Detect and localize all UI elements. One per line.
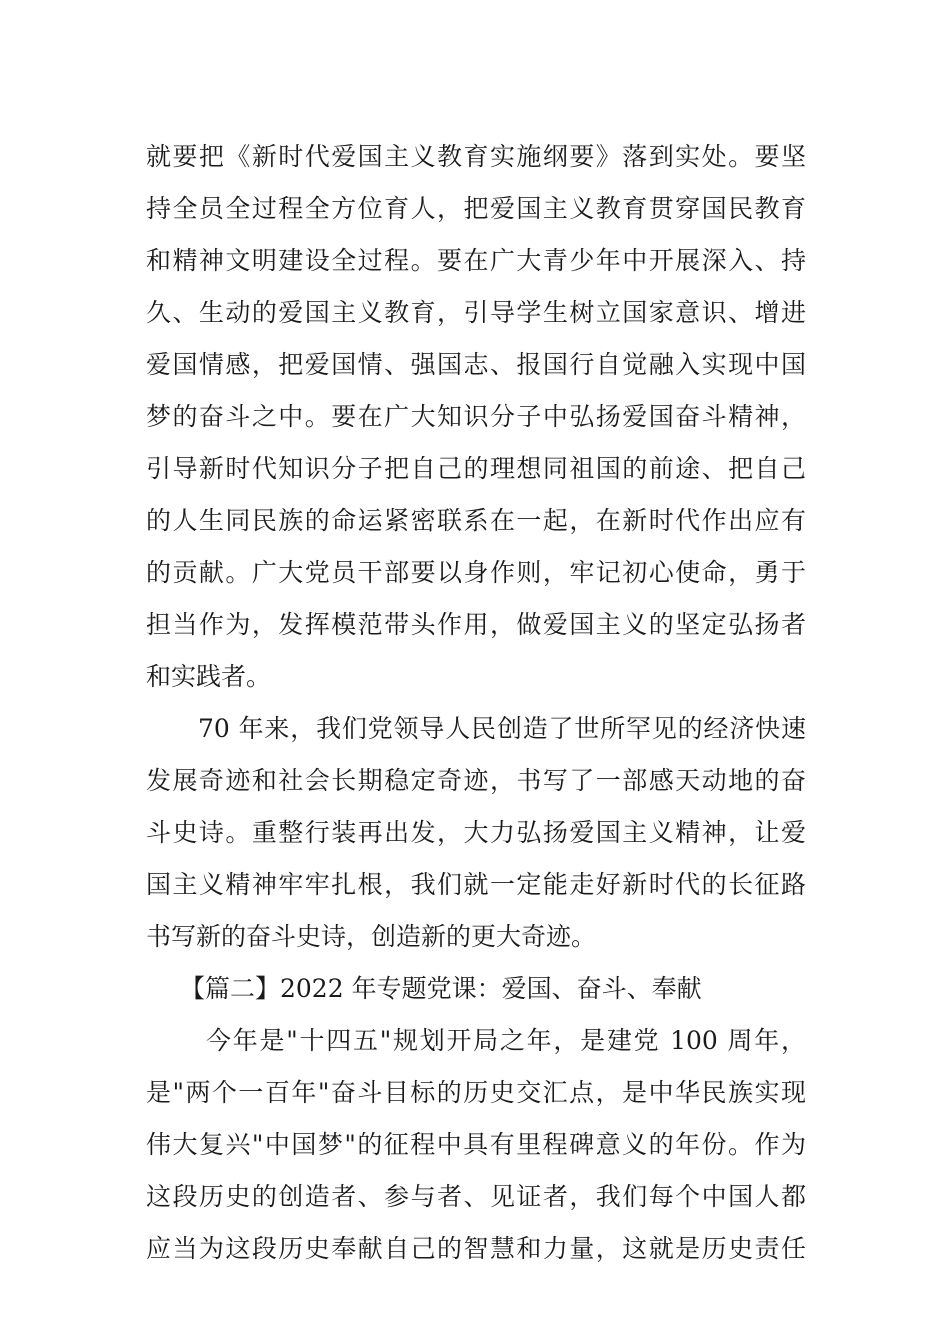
section-heading: 【篇二】2022 年专题党课：爱国、奋斗、奉献: [180, 974, 702, 1003]
text-line-5: 爱国情感，把爱国情、强国志、报国行自觉融入实现中国: [146, 350, 806, 379]
text-line-21: 这段历史的创造者、参与者、见证者，我们每个中国人都: [146, 1182, 806, 1211]
text-line-16: 书写新的奋斗史诗，创造新的更大奇迹。: [146, 922, 597, 951]
text-line-6: 梦的奋斗之中。要在广大知识分子中弘扬爱国奋斗精神，: [146, 402, 806, 431]
text-line-20: 伟大复兴"中国梦"的征程中具有里程碑意义的年份。作为: [146, 1130, 806, 1159]
text-line-2: 持全员全过程全方位育人，把爱国主义教育贯穿国民教育: [146, 194, 806, 223]
text-line-1: 就要把《新时代爱国主义教育实施纲要》落到实处。要坚: [146, 142, 806, 171]
text-line-13: 发展奇迹和社会长期稳定奇迹，书写了一部感天动地的奋: [146, 766, 806, 795]
text-line-15: 国主义精神牢牢扎根，我们就一定能走好新时代的长征路: [146, 870, 806, 899]
text-line-11: 和实践者。: [146, 662, 272, 691]
paragraph-3-first-line: 今年是"十四五"规划开局之年，是建党 100 周年，: [206, 1026, 806, 1055]
text-line-14: 斗史诗。重整行装再出发，大力弘扬爱国主义精神，让爱: [146, 818, 806, 847]
text-line-19: 是"两个一百年"奋斗目标的历史交汇点，是中华民族实现: [146, 1078, 806, 1107]
text-line-9: 的贡献。广大党员干部要以身作则，牢记初心使命，勇于: [146, 558, 806, 587]
text-line-10: 担当作为，发挥模范带头作用，做爱国主义的坚定弘扬者: [146, 610, 806, 639]
text-line-3: 和精神文明建设全过程。要在广大青少年中开展深入、持: [146, 246, 806, 275]
text-line-22: 应当为这段历史奉献自己的智慧和力量，这就是历史责任: [146, 1234, 806, 1263]
text-line-7: 引导新时代知识分子把自己的理想同祖国的前途、把自己: [146, 454, 806, 483]
paragraph-2-first-line: 70 年来，我们党领导人民创造了世所罕见的经济快速: [198, 714, 806, 743]
text-line-4: 久、生动的爱国主义教育，引导学生树立国家意识、增进: [146, 298, 806, 327]
text-line-8: 的人生同民族的命运紧密联系在一起，在新时代作出应有: [146, 506, 806, 535]
